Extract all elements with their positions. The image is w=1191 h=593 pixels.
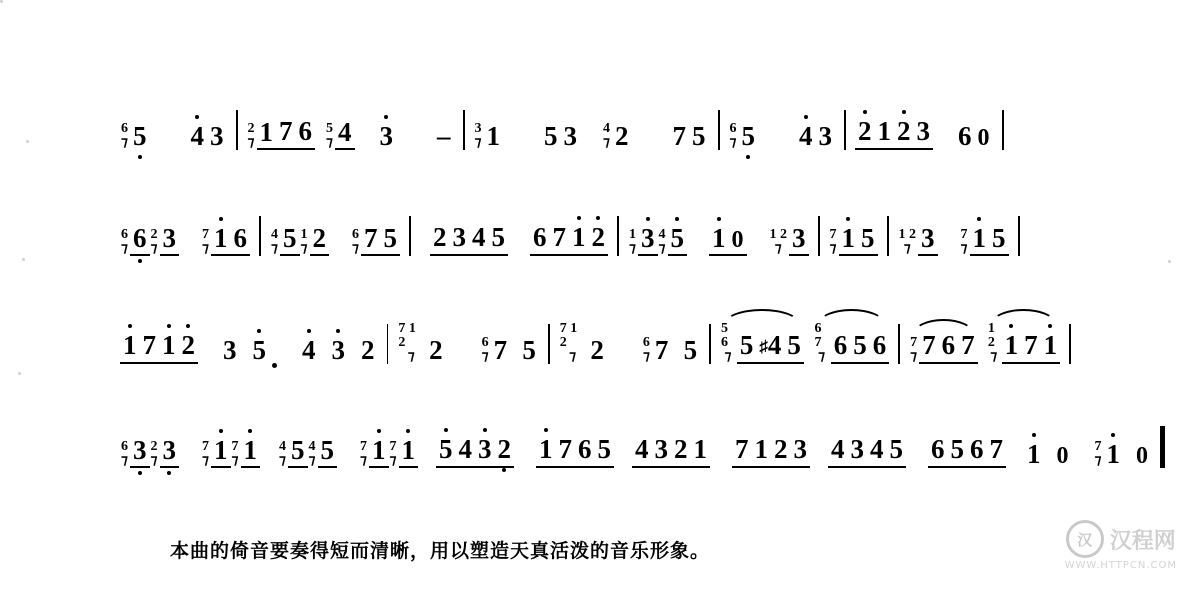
note: 7 <box>142 330 156 360</box>
grace-note: 2 <box>247 121 255 136</box>
measure <box>632 400 810 478</box>
grace-note-cluster <box>720 322 736 364</box>
grace-note: 4 <box>271 227 278 242</box>
note: 1 <box>369 437 389 468</box>
note: 1 <box>211 225 231 256</box>
grace-note-cluster <box>1094 440 1103 468</box>
grace-note-cluster <box>120 228 129 256</box>
grace-note: 2 <box>150 439 158 454</box>
grace-note-cluster <box>814 322 830 364</box>
grace-note: 7 <box>1094 439 1102 454</box>
performance-note: 本曲的倚音要奏得短而清晰，用以塑造天真活泼的音乐形象。 <box>170 540 711 562</box>
grace-note-cluster <box>642 336 651 364</box>
grace-note-cluster <box>769 228 789 256</box>
note: 1 <box>970 225 990 256</box>
grace-note: ⁊ <box>990 349 998 364</box>
measure <box>120 296 378 374</box>
slur-group <box>987 322 1060 374</box>
note: 3 <box>563 121 577 151</box>
note: 6 <box>958 121 972 151</box>
grace-note: 7 <box>829 227 837 242</box>
grace-note: ⁊ <box>774 241 782 256</box>
score-line-1 <box>120 82 1080 160</box>
note: 2 <box>674 434 688 464</box>
barline <box>1002 110 1004 150</box>
note: 3 <box>329 337 349 364</box>
note: 5 <box>280 225 300 256</box>
rest: 0 <box>1056 443 1069 469</box>
measure <box>720 296 889 374</box>
note: 5 <box>739 330 754 360</box>
note: 2 <box>855 118 875 145</box>
note: 1 <box>877 116 891 146</box>
note: 1 <box>486 121 500 151</box>
grace-note: ⁊ <box>247 135 255 150</box>
beamed-group <box>632 436 710 468</box>
measure <box>1024 400 1151 478</box>
grace-note-cluster <box>247 122 256 150</box>
score-line-3 <box>120 296 1080 374</box>
grace-note: 1 <box>629 227 636 242</box>
note: 5 <box>950 434 964 464</box>
note: 2 <box>179 332 199 359</box>
grace-note: ⁊ <box>960 241 968 256</box>
note: 3 <box>377 123 397 150</box>
grace-note-cluster <box>829 228 838 256</box>
note: 3 <box>210 121 224 151</box>
measure <box>829 188 878 266</box>
note: 7 <box>361 225 381 256</box>
measure <box>270 188 400 266</box>
slur-group <box>814 322 890 374</box>
beamed-group <box>120 332 198 364</box>
note: 2 <box>433 222 447 252</box>
note: 3 <box>789 225 809 256</box>
grace-note-cluster <box>909 336 918 364</box>
grace-note: 4 <box>279 439 286 454</box>
watermark-url: WWW.HTTPCN.COM <box>1064 560 1177 571</box>
barline <box>409 216 411 256</box>
note: 1 <box>569 224 589 251</box>
note: 7 <box>989 434 1003 464</box>
grace-note: ⁊ <box>629 241 636 256</box>
beamed-group <box>928 436 1006 468</box>
note: 5 <box>853 330 867 360</box>
note: 7 <box>552 222 566 252</box>
beamed-group <box>536 436 614 468</box>
grace-note-cluster <box>359 440 368 468</box>
grace-note: ⁊ <box>642 349 650 364</box>
grace-note: 7 <box>960 227 968 242</box>
grace-note: 6 <box>121 121 128 136</box>
note: 4 <box>299 337 319 364</box>
note: 5 <box>491 222 505 252</box>
note: 7 <box>961 330 975 360</box>
measure <box>729 82 836 160</box>
note: 2 <box>590 335 604 365</box>
rest: 0 <box>729 228 747 256</box>
grace-note-cluster <box>559 322 587 364</box>
note: 5 <box>668 225 688 256</box>
beamed-group <box>436 436 514 468</box>
grace-note: ⁊ <box>326 135 333 150</box>
rest: 0 <box>1136 443 1148 469</box>
note: 3 <box>654 434 668 464</box>
note: 3 <box>452 222 466 252</box>
grace-note: 1 <box>300 227 308 242</box>
grace-note: ⁊ <box>829 241 837 256</box>
grace-note: 6 <box>121 227 128 242</box>
barline <box>718 110 720 150</box>
barline <box>236 110 238 150</box>
grace-note: ⁊ <box>818 349 826 364</box>
note: 3 <box>160 437 180 468</box>
grace-note: ⁊ <box>308 453 316 468</box>
note: 7 <box>1024 330 1038 360</box>
grace-note-cluster <box>602 122 611 150</box>
grace-note: 4 <box>308 439 316 454</box>
slur-group <box>909 332 978 374</box>
grace-note: ⁊ <box>121 453 128 468</box>
note: 4 <box>831 434 845 464</box>
measure <box>909 296 1060 374</box>
grace-note-cluster <box>729 122 738 150</box>
score-line-2 <box>120 188 1080 266</box>
note: 1 <box>241 437 261 468</box>
grace-note-cluster <box>658 228 667 256</box>
grace-note: 7 <box>202 227 209 242</box>
grace-note: ⁊ <box>202 453 209 468</box>
note: 4 <box>335 119 355 150</box>
grace-note: 6 <box>352 227 359 242</box>
grace-note-cluster <box>987 322 1001 364</box>
note: 4 <box>870 434 884 464</box>
grace-note-cluster <box>389 440 398 468</box>
grace-note: ⁊ <box>150 241 158 256</box>
note: 1 <box>754 434 768 464</box>
grace-note-cluster <box>120 440 129 468</box>
grace-note-cluster <box>351 228 360 256</box>
measure <box>420 188 608 266</box>
note: 5 <box>318 437 338 468</box>
grace-note: 1 2 <box>898 227 916 242</box>
note: 2 <box>589 224 609 251</box>
beamed-group <box>919 332 978 364</box>
note: 7 <box>672 121 686 151</box>
measure <box>628 188 809 266</box>
note: 5 <box>597 434 611 464</box>
grace-note: 7 <box>231 439 239 454</box>
grace-note: ⁊ <box>121 241 128 256</box>
grace-note: ⁊ <box>724 349 732 364</box>
note: 7 <box>558 434 572 464</box>
grace-note: ⁊ <box>658 241 666 256</box>
note: 5 <box>288 437 308 468</box>
barline <box>617 216 619 256</box>
barline <box>818 216 820 256</box>
note: 1 <box>211 437 231 468</box>
measure <box>436 400 614 478</box>
barline <box>463 110 465 150</box>
note: 2 <box>495 436 515 463</box>
measure <box>120 400 260 478</box>
measure <box>828 400 1006 478</box>
grace-note: ⁊ <box>150 453 158 468</box>
note: 1 <box>693 434 707 464</box>
grace-note: 6 <box>481 335 489 350</box>
scan-speck <box>0 0 3 3</box>
slur-group <box>720 322 804 374</box>
note: 1 <box>120 332 140 359</box>
grace-note-cluster <box>960 228 969 256</box>
grace-note: 4 <box>603 121 610 136</box>
barline <box>844 110 846 150</box>
grace-note: 2 <box>150 227 158 242</box>
beamed-group <box>732 436 810 468</box>
grace-note-cluster <box>300 228 309 256</box>
barline <box>1069 324 1071 364</box>
measure <box>898 188 1009 266</box>
grace-note: 1 2 <box>987 321 995 350</box>
grace-note-cluster <box>231 440 240 468</box>
grace-note: 7 <box>389 439 397 454</box>
barline <box>887 216 889 256</box>
grace-note-cluster <box>150 440 159 468</box>
note: 5 <box>130 123 150 150</box>
note: 6 <box>231 225 251 256</box>
scan-speck <box>26 140 29 143</box>
note: 6 <box>578 434 592 464</box>
beamed-group <box>276 118 315 150</box>
measure <box>120 188 250 266</box>
note: 7 <box>735 434 749 464</box>
note: 3 <box>475 436 495 463</box>
grace-note: ⁊ <box>474 135 482 150</box>
watermark-logo-icon: 汉 <box>1066 520 1104 558</box>
measure <box>397 296 538 374</box>
note: 5 <box>858 225 878 256</box>
score-line-4 <box>120 400 1148 478</box>
note: 2 <box>615 121 629 151</box>
site-watermark <box>1065 520 1177 571</box>
grace-note-cluster <box>481 336 490 364</box>
grace-note: ⁊ <box>603 135 610 150</box>
note: 6 <box>931 434 945 464</box>
grace-note: 6 7 <box>814 321 822 350</box>
note: 3 <box>638 225 658 256</box>
note: 5 <box>544 121 558 151</box>
measure <box>278 400 418 478</box>
grace-note-cluster <box>120 122 129 150</box>
note: 4 <box>796 123 816 150</box>
note: 5 <box>739 123 759 150</box>
grace-note-cluster <box>474 122 483 150</box>
grace-note: 7 <box>360 439 367 454</box>
note: 1 <box>257 119 277 150</box>
note: 1 <box>1002 332 1022 359</box>
grace-note: ⁊ <box>271 241 278 256</box>
note: 7 <box>279 116 293 146</box>
grace-note-cluster <box>628 228 637 256</box>
note: 2 <box>894 118 914 145</box>
note: 4 <box>472 222 486 252</box>
rest: 0 <box>977 125 990 151</box>
note: 1 <box>399 437 419 468</box>
beamed-group <box>430 224 508 256</box>
beamed-group <box>737 332 804 364</box>
grace-note: 6 <box>121 439 128 454</box>
note: ♯4 <box>759 330 782 360</box>
note: 6 <box>872 330 887 360</box>
note: 3 <box>160 225 180 256</box>
grace-note: ⁊ <box>300 241 308 256</box>
grace-note-cluster <box>397 322 425 364</box>
measure <box>559 296 700 374</box>
measure <box>120 82 227 160</box>
note: 7 <box>654 335 669 365</box>
grace-note: ⁊ <box>407 349 415 364</box>
measure <box>474 82 709 160</box>
grace-note: 3 <box>474 121 482 136</box>
watermark-site-name: 汉程网 <box>1109 528 1176 554</box>
note: 6 <box>298 116 312 146</box>
note: 1 <box>536 436 556 463</box>
note: 5 <box>381 225 401 256</box>
grace-note-cluster <box>201 440 210 468</box>
measure <box>247 82 454 160</box>
grace-note: ⁊ <box>1094 453 1102 468</box>
grace-note: ⁊ <box>121 135 128 150</box>
grace-note: ⁊ <box>389 453 397 468</box>
grace-note: ⁊ <box>352 241 359 256</box>
note: 5 <box>989 225 1009 256</box>
grace-note-cluster <box>308 440 317 468</box>
barline <box>387 324 389 364</box>
beamed-group <box>831 332 890 364</box>
note: 1 <box>1041 332 1061 359</box>
note: 6 <box>970 434 984 464</box>
barline <box>709 324 711 364</box>
note: 3 <box>818 121 832 151</box>
grace-note: 7 1 2 <box>398 321 416 350</box>
grace-note-cluster <box>201 228 210 256</box>
note: 5 <box>692 121 706 151</box>
grace-note: 4 <box>658 227 666 242</box>
note: 6 <box>941 330 956 360</box>
barline <box>898 324 900 364</box>
scan-speck <box>1168 260 1171 263</box>
grace-note: 5 6 <box>721 321 729 350</box>
barline <box>548 324 550 364</box>
note: 4 <box>458 434 472 464</box>
note: 2 <box>361 335 375 365</box>
note: 3 <box>793 434 807 464</box>
grace-note-cluster <box>278 440 287 468</box>
note: 3 <box>130 437 150 468</box>
note: 1 <box>709 225 729 256</box>
grace-note: ⁊ <box>910 349 918 364</box>
note: 5 <box>436 436 456 463</box>
note: 5 <box>787 330 801 360</box>
note: 3 <box>850 434 864 464</box>
beamed-group <box>1002 332 1061 364</box>
beamed-group <box>828 436 906 468</box>
dotted-rhythm-dot <box>272 363 277 368</box>
note: 4 <box>635 434 649 464</box>
grace-note: 6 <box>729 121 737 136</box>
grace-note: ⁊ <box>903 241 911 256</box>
grace-note: ⁊ <box>279 453 286 468</box>
grace-note-cluster <box>270 228 279 256</box>
measure <box>855 82 993 160</box>
note: 1 <box>1024 441 1044 468</box>
grace-note: ⁊ <box>481 349 489 364</box>
note: 1 <box>839 225 859 256</box>
note: 5 <box>889 434 903 464</box>
note: 5 <box>250 337 270 364</box>
grace-note: 6 <box>642 335 650 350</box>
grace-note-cluster <box>325 122 334 150</box>
note: 3 <box>223 335 237 365</box>
note-sustain: – <box>437 121 451 151</box>
grace-note: 1 2 <box>769 227 787 242</box>
note: 1 <box>1104 441 1124 468</box>
grace-note: ⁊ <box>360 453 367 468</box>
scan-speck <box>18 372 21 375</box>
grace-note: ⁊ <box>202 241 209 256</box>
beamed-group <box>855 118 933 150</box>
note: 5 <box>683 335 698 365</box>
grace-note: ⁊ <box>231 453 239 468</box>
note: 7 <box>922 330 936 360</box>
scan-speck <box>22 258 25 261</box>
note: 7 <box>493 335 508 365</box>
note: 2 <box>429 335 443 365</box>
note: 6 <box>833 330 848 360</box>
grace-note: 7 <box>910 335 918 350</box>
beamed-group <box>530 224 608 256</box>
grace-note: 5 <box>326 121 333 136</box>
grace-note: 7 1 2 <box>559 321 578 350</box>
note: 3 <box>918 225 938 256</box>
barline <box>259 216 261 256</box>
note: 2 <box>774 434 788 464</box>
note: 2 <box>310 225 330 256</box>
barline <box>1018 216 1020 256</box>
grace-note: 7 <box>202 439 209 454</box>
note: 5 <box>522 335 536 365</box>
note: 3 <box>916 116 930 146</box>
grace-note-cluster <box>150 228 159 256</box>
grace-note-cluster <box>898 228 918 256</box>
note: 6 <box>130 225 150 256</box>
grace-note: ⁊ <box>569 349 577 364</box>
note: 4 <box>188 123 208 150</box>
note: 1 <box>159 332 179 359</box>
final-barline <box>1160 426 1165 468</box>
note: 6 <box>533 222 547 252</box>
grace-note: ⁊ <box>729 135 737 150</box>
